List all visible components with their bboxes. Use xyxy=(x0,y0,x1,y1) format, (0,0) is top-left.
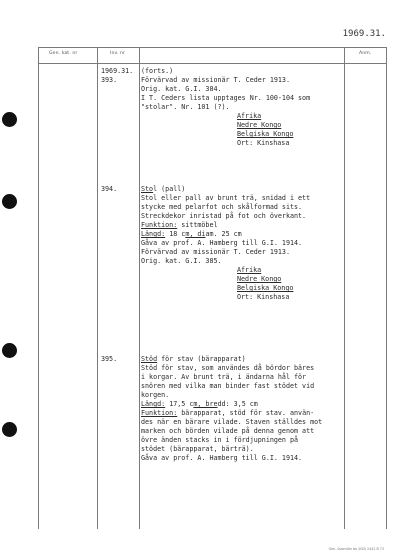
entry-text-line: Förvärvad av missionär T. Ceder 1913. xyxy=(141,76,290,84)
entry-text-line: "stolar". Nr. 101 (?). xyxy=(141,103,230,111)
entry-text-line: stycke med pelarfot och skålformad sits. xyxy=(141,203,303,211)
place-hierarchy: Nedre Kongo xyxy=(237,275,282,283)
entry-text-line: Gåva av prof. A. Hamberg till G.I. 1914. xyxy=(141,239,303,247)
inventory-number: 395. xyxy=(101,355,118,363)
entry-text-line: Orig. kat. G.I. 384. xyxy=(141,85,222,93)
entry-text-line: Stöd för stav, som användes då bördor bäres xyxy=(141,364,315,372)
place-ort: Ort: Kinshasa xyxy=(237,139,290,147)
entry-text-line: marken och börden vilade på denna genom att xyxy=(141,427,315,435)
place-ort: Ort: Kinshasa xyxy=(237,293,290,301)
inventory-number: 393. xyxy=(101,76,118,84)
entry-text-line: Streckdekor inristad på fot och överkant. xyxy=(141,212,307,220)
entry-text-line: (forts.) xyxy=(141,67,174,75)
column-rule-left xyxy=(38,47,39,529)
entry-text-line: des när en bärare vilade. Staven ställdes mot xyxy=(141,418,323,426)
inventory-number: 1969.31. xyxy=(101,67,134,75)
print-footer: Gen. 0oom0m ba 2N3/ 2442 B 73 xyxy=(328,547,384,551)
entry-text-line: i korgar. Av brunt trä, i ändarna hål för xyxy=(141,373,307,381)
place-hierarchy: Afrika xyxy=(237,112,262,120)
column-rule-gen xyxy=(97,47,98,529)
catalog-number: 1969.31. xyxy=(342,29,386,39)
entry-text-line: Funktion: bärapparat, stöd för stav. använ- xyxy=(141,409,315,417)
place-hierarchy: Afrika xyxy=(237,266,262,274)
entry-text-line: Stol eller pall av brunt trä, snidad i ett xyxy=(141,194,311,202)
entry-text-line: Längd: 18 cm, diam. 25 cm xyxy=(141,230,242,238)
entry-text-line: Stol (pall) xyxy=(141,185,186,193)
entry-text-line: Förvärvad av missionär T. Ceder 1913. xyxy=(141,248,290,256)
entry-text-line: I T. Ceders lista upptages Nr. 100-104 som xyxy=(141,94,311,102)
column-header-gen-kat-nr: Gen. kat. nr xyxy=(49,51,78,56)
place-hierarchy: Belgiska Kongo xyxy=(237,130,294,138)
binder-hole xyxy=(2,112,17,127)
table-top-rule xyxy=(38,47,386,48)
column-rule-right xyxy=(386,47,387,529)
entry-text-line: Längd: 17,5 cm, bredd: 3,5 cm xyxy=(141,400,258,408)
entry-text-line: Funktion: sittmöbel xyxy=(141,221,218,229)
place-hierarchy: Belgiska Kongo xyxy=(237,284,294,292)
inventory-number: 394. xyxy=(101,185,118,193)
entry-text-line: stödet (bärapparat, bärträ). xyxy=(141,445,254,453)
column-header-anm: Anm. xyxy=(359,51,372,56)
entry-text-line: korgen. xyxy=(141,391,170,399)
entry-text-line: Orig. kat. G.I. 385. xyxy=(141,257,222,265)
binder-hole xyxy=(2,194,17,209)
entry-text-line: Gåva av prof. A. Hamberg till G.I. 1914. xyxy=(141,454,303,462)
column-rule-anm xyxy=(344,47,345,529)
table-header-rule xyxy=(38,63,386,64)
place-hierarchy: Nedre Kongo xyxy=(237,121,282,129)
entry-text-line: Stöd för stav (bärapparat) xyxy=(141,355,246,363)
entry-text-line: snören med vilka man binder fast stödet vid xyxy=(141,382,315,390)
binder-hole xyxy=(2,422,17,437)
entry-text-line: övre änden stacks in i fördjupningen på xyxy=(141,436,299,444)
column-header-inv-nr: Inv. nr xyxy=(110,51,126,56)
binder-hole xyxy=(2,343,17,358)
column-rule-inv xyxy=(139,47,140,529)
